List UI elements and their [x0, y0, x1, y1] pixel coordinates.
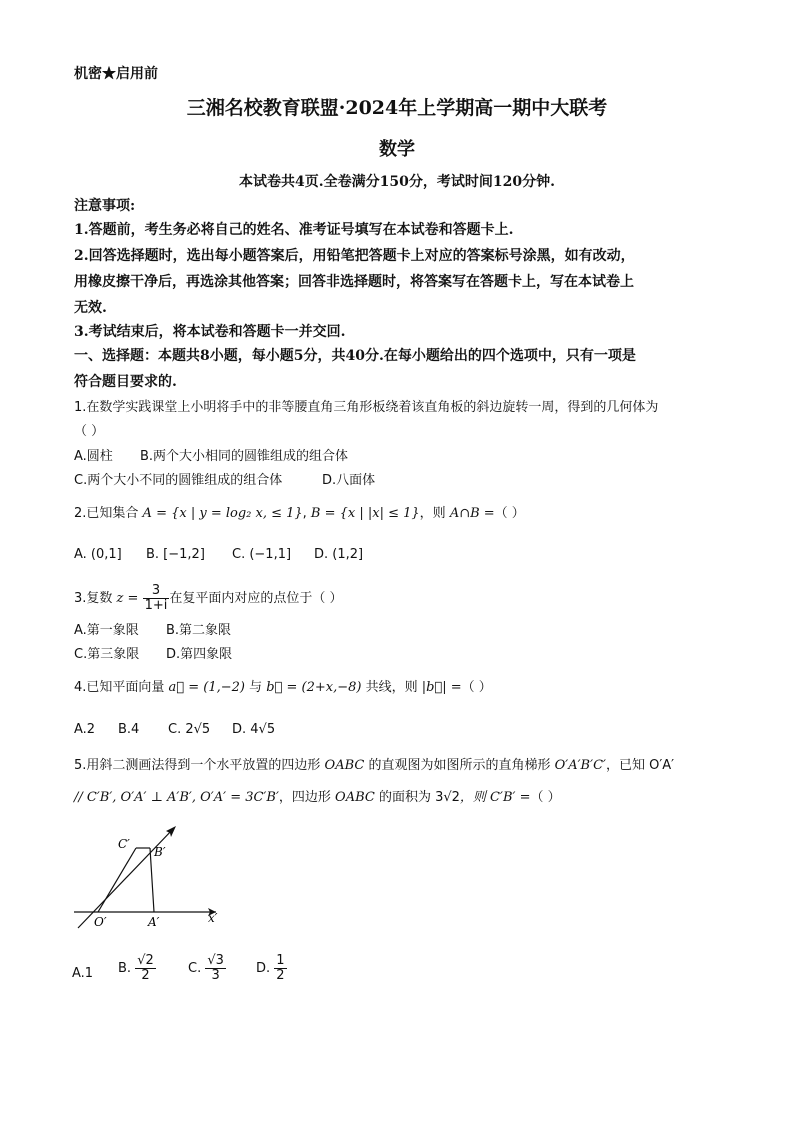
q3-stem [74, 584, 342, 613]
q5-option-c-label: C. [188, 961, 202, 976]
q5-line-2a: // C′B′, O′A′ ⊥ A′B′, O′A′ = 3C′B′ [74, 790, 279, 805]
q1-option-a: A.圆柱 [74, 449, 113, 464]
q4-pre: 4.已知平面向量 [74, 680, 169, 695]
q5-line-1 [74, 756, 674, 776]
q5-option-c-frac [205, 954, 226, 983]
q5-oabc: OABC [324, 758, 365, 773]
q2-paren: （ ） [494, 506, 525, 521]
label-b: B′ [154, 845, 166, 859]
q4-option-d: D. 4√5 [232, 722, 276, 737]
q5-option-b [118, 954, 156, 983]
q1-option-b: B.两个大小相同的圆锥组成的组合体 [140, 449, 349, 464]
q5-line-1a: 5.用斜二测画法得到一个水平放置的四边形 [74, 758, 325, 773]
q2-option-d: D. (1,2] [314, 547, 364, 562]
section-1-line-2: 符合题目要求的. [74, 374, 177, 390]
q3-fraction [143, 584, 170, 613]
q2-mid: ，则 [419, 506, 450, 521]
edge-o-c [98, 848, 136, 912]
q2-set-b: B = {x | |x| ≤ 1} [310, 506, 420, 521]
q5-line-2d: ，则 C′B′ = [459, 790, 531, 805]
q2-stem: 2.已知集合 A = {x | y = log₂ x, ≤ 1}, B = {x | |x| ≤ 1}，则 A∩B =（ ） [74, 506, 525, 521]
exam-info: 本试卷共4页.全卷满分150分，考试时间120分钟. [239, 174, 555, 190]
q5-line-2 [74, 788, 561, 808]
q5-line-2b: ，四边形 [278, 790, 336, 805]
note-2-line-3: 无效. [74, 300, 107, 316]
q5-paren: （ ） [530, 790, 561, 805]
q5-option-d-frac [274, 954, 286, 983]
label-x: x′ [208, 911, 218, 925]
subject-title: 数学 [379, 139, 415, 160]
q5-line-1c: ，已知 O′A′ [605, 758, 675, 773]
q1-paren: （ ） [74, 424, 105, 439]
q3-option-c: C.第三象限 [74, 647, 140, 662]
q4-stem [74, 678, 492, 698]
q3-pre: 3.复数 [74, 591, 117, 606]
q4-option-b: B.4 [118, 722, 140, 737]
label-o: O′ [94, 915, 107, 929]
q5-line-2c: 的面积为 3√2 [374, 790, 460, 805]
q2-ask: A∩B = [449, 506, 495, 521]
q3-option-a: A.第一象限 [74, 623, 139, 638]
q4-vector-a: a⃗ = (1,−2) [168, 680, 245, 695]
notes-heading: 注意事项: [74, 198, 136, 214]
q4-vector-b: b⃗ = (2+x,−8) [266, 680, 362, 695]
q4-mid: 共线，则 [361, 680, 422, 695]
note-2-line-1: 2.回答选择题时，选出每小题答案后，用铅笔把答题卡上对应的答案标号涂黑，如有改动， [74, 248, 635, 264]
q3-option-d: D.第四象限 [166, 647, 233, 662]
q5-c-num: √3 [207, 953, 224, 968]
q5-trapezoid: O′A′B′C′ [554, 758, 606, 773]
q5-b-num: √2 [137, 953, 154, 968]
q5-line-1b: 的直观图为如图所示的直角梯形 [364, 758, 555, 773]
q5-oabc-2: OABC [335, 790, 375, 805]
exam-title: 三湘名校教育联盟·2024年上学期高一期中大联考 [186, 97, 608, 119]
q2-option-a: A. (0,1] [74, 547, 122, 562]
q5-option-d-label: D. [256, 961, 271, 976]
q2-option-b: B. [−1,2] [146, 547, 205, 562]
q3-numerator: 3 [143, 584, 170, 599]
q3-z: z = [116, 591, 139, 606]
q3-denominator: 1+i [144, 598, 168, 613]
section-1-line-1: 一、选择题：本题共8小题，每小题5分，共40分.在每小题给出的四个选项中，只有一项是 [74, 348, 636, 364]
q1-stem: 1.在数学实践课堂上小明将手中的非等腰直角三角形板绕着该直角板的斜边旋转一周，得到的几何体为 [74, 400, 659, 415]
q4-option-a: A.2 [74, 722, 96, 737]
q5-d-num: 1 [276, 953, 285, 968]
label-c: C′ [118, 837, 130, 851]
q5-b-den: 2 [141, 968, 150, 983]
q5-option-b-frac [135, 954, 156, 983]
q5-figure [70, 818, 230, 936]
q4-option-c: C. 2√5 [168, 722, 211, 737]
q4-ask: |b⃗| = [421, 680, 462, 695]
q5-d-den: 2 [276, 968, 285, 983]
note-3: 3.考试结束后，将本试卷和答题卡一并交回. [74, 324, 346, 340]
secret-label: 机密★启用前 [74, 66, 158, 82]
q3-option-b: B.第二象限 [166, 623, 232, 638]
note-2-line-2: 用橡皮擦干净后，再选涂其他答案；回答非选择题时，将答案写在答题卡上，写在本试卷上 [74, 274, 634, 290]
q2-option-c: C. (−1,1] [232, 547, 292, 562]
label-a: A′ [148, 915, 160, 929]
q2-set-a: A = {x | y = log₂ x, ≤ 1} [142, 506, 303, 521]
q4-with: 与 [244, 680, 267, 695]
q1-option-c: C.两个大小不同的圆锥组成的组合体 [74, 473, 283, 488]
note-1: 1.答题前，考生务必将自己的姓名、准考证号填写在本试卷和答题卡上. [74, 222, 514, 238]
q1-option-d: D.八面体 [322, 473, 376, 488]
q5-option-d [256, 954, 287, 983]
q4-paren: （ ） [461, 680, 492, 695]
q5-c-den: 3 [211, 968, 220, 983]
q3-post: 在复平面内对应的点位于（ ） [169, 591, 343, 606]
q5-option-c [188, 954, 226, 983]
q5-option-b-label: B. [118, 961, 132, 976]
q2-pre: 2.已知集合 [74, 506, 143, 521]
q5-option-a: A.1 [72, 966, 94, 981]
